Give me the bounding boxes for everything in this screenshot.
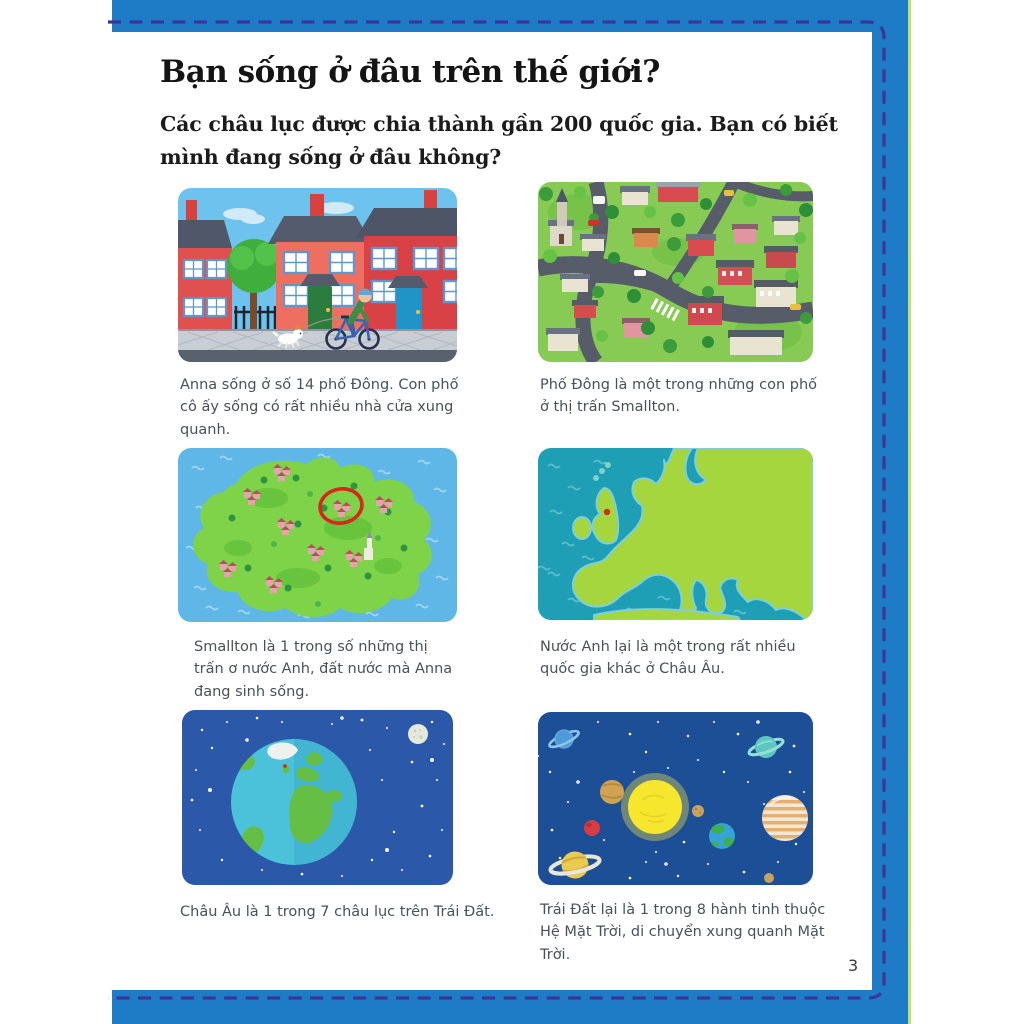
panel-town — [538, 182, 813, 362]
caption-europe: Nước Anh lại là một trong rất nhiều quốc gia khác ở Châu Âu. — [540, 639, 796, 678]
caption-country: Smallton là 1 trong số những thị trấn ơ nước Anh, đất nước mà Anna đang sinh sống. — [194, 639, 453, 700]
sun — [621, 773, 689, 841]
panel-europe-map — [538, 448, 813, 620]
frame-band-right — [872, 0, 908, 1024]
europe-map-illustration — [538, 448, 813, 620]
solar-system-illustration — [538, 712, 813, 885]
england-location-dot — [604, 509, 610, 515]
caption-solar: Trái Đất lại là 1 trong 8 hành tinh thuộc Hệ Mặt Trời, di chuyển xung quanh Mặt Trời. — [540, 902, 826, 963]
intro-text: Các châu lục được chia thành gần 200 quốc gia. Bạn có biết mình đang sống ở đâu không? — [160, 112, 838, 169]
mars — [584, 820, 600, 836]
page-title: Bạn sống ở đâu trên thế giới? — [160, 54, 660, 90]
caption-street: Anna sống ở số 14 phố Đông. Con phố cô ấy sống có rất nhiều nhà cửa xung quanh. — [180, 377, 459, 438]
caption-town: Phố Đông là một trong những con phố ở thị trấn Smallton. — [540, 377, 818, 416]
panel-solar-system — [538, 712, 813, 885]
england-location-dot — [283, 764, 287, 768]
frame-band-bottom — [112, 990, 908, 1024]
street-scene-illustration — [178, 188, 457, 362]
mercury — [692, 805, 704, 817]
panel-country-map — [178, 448, 457, 622]
earth-illustration — [182, 710, 453, 885]
small-tan-planet — [764, 873, 774, 883]
page-number: 3 — [848, 956, 859, 975]
tan-planet — [600, 780, 624, 804]
caption-earth: Châu Âu là 1 trong 7 châu lục trên Trái Đất. — [180, 904, 495, 920]
town-aerial-illustration — [538, 182, 813, 362]
earth-planet — [709, 823, 735, 849]
country-map-illustration — [178, 448, 457, 622]
moon — [408, 724, 428, 744]
frame-band-top — [112, 0, 908, 32]
panel-street — [178, 188, 457, 362]
panel-earth — [182, 710, 453, 885]
book-page-edge — [908, 0, 911, 1024]
